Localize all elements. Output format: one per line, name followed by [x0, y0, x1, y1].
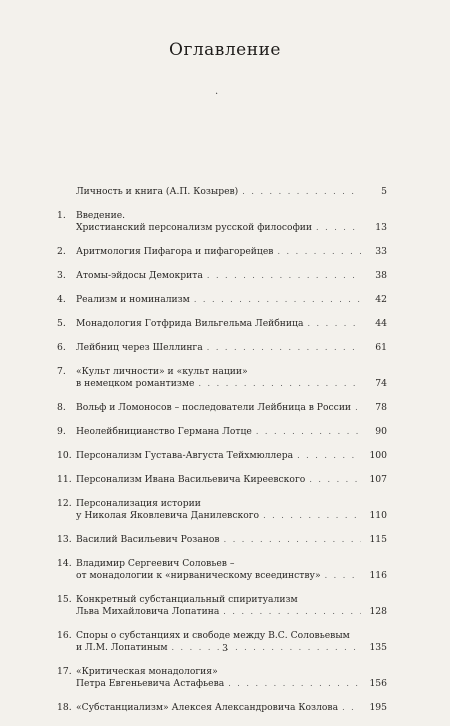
dot-leader — [207, 342, 361, 354]
dot-leader — [198, 378, 361, 390]
toc-entry-page: 42 — [375, 294, 387, 305]
toc-entry-body — [76, 702, 387, 714]
toc-entry — [57, 294, 387, 306]
toc-entry — [57, 666, 387, 690]
toc-entry-number: 4. — [57, 294, 66, 305]
toc-entry-title-line: Споры о субстанциях и свободе между В.С. Соловьевым — [76, 630, 350, 641]
toc-entry-title: Атомы-эйдосы Демокрита — [76, 270, 203, 281]
toc-entry-last-line — [76, 606, 387, 618]
toc-entry — [57, 186, 387, 198]
dot-leader — [355, 402, 361, 414]
toc-entry-title: «Субстанциализм» Алексея Александровича Козлова — [76, 702, 339, 713]
toc-entry-number: 6. — [57, 342, 66, 353]
toc-entry — [57, 402, 387, 414]
toc-entry-last-line — [76, 318, 387, 330]
toc-entry-last-line — [76, 570, 387, 582]
toc-entry — [57, 534, 387, 546]
dot-leader — [297, 450, 361, 462]
toc-entry-title: у Николая Яковлевича Данилевского — [76, 510, 260, 521]
toc-entry-number: 10. — [57, 450, 72, 461]
toc-entry-body — [76, 666, 387, 690]
dot-leader — [309, 474, 361, 486]
toc-entry-number: 8. — [57, 402, 66, 413]
toc-entry-title: Лейбниц через Шеллинга — [76, 342, 203, 353]
toc-entry-body — [76, 246, 387, 258]
toc-entry-last-line — [76, 186, 387, 198]
toc-entry-number: 5. — [57, 318, 66, 329]
toc-entry — [57, 366, 387, 390]
toc-entry-number: 11. — [57, 474, 72, 485]
toc-entry-title-line: Владимир Сергеевич Соловьев – — [76, 558, 235, 569]
toc-entry-title: Личность и книга (А.П. Козырев) — [76, 186, 239, 197]
toc-entry-last-line — [76, 534, 387, 546]
toc-entry-body — [76, 594, 387, 618]
toc-entry-page: 44 — [375, 318, 387, 329]
toc-entry-last-line — [76, 246, 387, 258]
toc-entry-last-line — [76, 426, 387, 438]
toc-entry-title: Персонализм Ивана Васильевича Киреевского — [76, 474, 306, 485]
toc-entry-last-line — [76, 270, 387, 282]
toc-entry-body — [76, 318, 387, 330]
toc-entry-body — [76, 270, 387, 282]
dot-leader — [263, 510, 361, 522]
toc-entry-last-line — [76, 294, 387, 306]
dot-leader — [342, 702, 361, 714]
toc-entry-page: 110 — [369, 510, 387, 521]
toc-entry-body — [76, 402, 387, 414]
toc-entry-title: Льва Михайловича Лопатина — [76, 606, 220, 617]
toc-entry-body — [76, 474, 387, 486]
toc-entry-title: Аритмология Пифагора и пифагорейцев — [76, 246, 274, 257]
toc-entry-title-line: Введение. — [76, 210, 126, 221]
toc-entry-page: 100 — [369, 450, 387, 461]
dot-leader — [194, 294, 361, 306]
toc-entry — [57, 318, 387, 330]
toc-entry-page: 107 — [369, 474, 387, 485]
toc-entry-body — [76, 450, 387, 462]
dot-leader — [224, 534, 361, 546]
toc-entry-body — [76, 498, 387, 522]
toc-entry-body — [76, 366, 387, 390]
toc-entry-body — [76, 294, 387, 306]
toc-entry-page: 156 — [369, 678, 387, 689]
toc-entry — [57, 474, 387, 486]
toc-entry — [57, 426, 387, 438]
toc-entry-number — [57, 186, 76, 198]
toc-entry-title: Неолейбницианство Германа Лотце — [76, 426, 252, 437]
toc-entry-last-line — [76, 342, 387, 354]
toc-entry-title: Реализм и номинализм — [76, 294, 190, 305]
dot-leader — [207, 270, 361, 282]
dot-leader — [307, 318, 361, 330]
toc-entry-number: 14. — [57, 558, 72, 569]
toc-entry-title-line: Конкретный субстанциальный спиритуализм — [76, 594, 298, 605]
toc-entry-title-line: «Культ личности» и «культ нации» — [76, 366, 248, 377]
toc-entry-page: 115 — [369, 534, 387, 545]
toc-entry-title: и Л.М. Лопатиным — [76, 642, 168, 653]
toc-entry-body — [76, 534, 387, 546]
ink-dot: . — [215, 86, 219, 97]
dot-leader — [325, 570, 361, 582]
toc-entry — [57, 246, 387, 258]
toc-entry-title-line: Персонализация истории — [76, 498, 201, 509]
dot-leader — [223, 606, 361, 618]
toc-entry — [57, 558, 387, 582]
dot-leader — [316, 222, 361, 234]
dot-leader — [228, 678, 361, 690]
page-title: Оглавление — [169, 40, 281, 60]
toc-entry-body — [76, 210, 387, 234]
toc-entry-page: 5 — [381, 186, 387, 197]
toc-entry-number: 1. — [57, 210, 66, 221]
toc-entry — [57, 342, 387, 354]
toc-entry-number: 18. — [57, 702, 72, 713]
toc-entry-last-line — [76, 510, 387, 522]
toc-entry — [57, 270, 387, 282]
toc-entry-title: в немецком романтизме — [76, 378, 195, 389]
toc-entry-body — [76, 186, 387, 198]
toc-entry-body — [76, 558, 387, 582]
toc-entry-number: 3. — [57, 270, 66, 281]
toc-entry-title: Петра Евгеньевича Астафьева — [76, 678, 225, 689]
toc-entry — [57, 498, 387, 522]
toc-entry-title-line: «Критическая монадология» — [76, 666, 218, 677]
dot-leader — [277, 246, 361, 258]
toc-entry-page: 13 — [375, 222, 387, 233]
toc-entry — [57, 450, 387, 462]
toc-entry-page: 135 — [369, 642, 387, 653]
toc-entry-number: 2. — [57, 246, 66, 257]
toc-entry — [57, 594, 387, 618]
toc-entry-last-line — [76, 378, 387, 390]
toc-entry — [57, 702, 387, 714]
toc-entry-title: от монадологии к «нирваническому всеединству» — [76, 570, 321, 581]
toc-entry-page: 38 — [375, 270, 387, 281]
toc-entry-last-line — [76, 702, 387, 714]
toc-entry-page: 116 — [369, 570, 387, 581]
toc-entry-number: 16. — [57, 630, 72, 641]
toc-entry-number: 7. — [57, 366, 66, 377]
toc-entry-title: Монадология Готфрида Вильгельма Лейбница — [76, 318, 304, 329]
dot-leader — [242, 186, 361, 198]
toc-entry-body — [76, 342, 387, 354]
toc-entry-number: 17. — [57, 666, 72, 677]
page-number: 3 — [222, 644, 228, 654]
toc-entry-page: 61 — [375, 342, 387, 353]
toc-entry-title: Василий Васильевич Розанов — [76, 534, 220, 545]
toc-entry-last-line — [76, 402, 387, 414]
toc-entry-page: 195 — [369, 702, 387, 713]
toc-entry-page: 78 — [375, 402, 387, 413]
toc-entry-number: 12. — [57, 498, 72, 509]
toc-entry-number: 13. — [57, 534, 72, 545]
toc-entry-last-line — [76, 222, 387, 234]
toc-entry-last-line — [76, 678, 387, 690]
toc-entry-page: 74 — [375, 378, 387, 389]
toc-entry-number: 9. — [57, 426, 66, 437]
toc-entry-page: 33 — [375, 246, 387, 257]
toc-entry-last-line — [76, 450, 387, 462]
dot-leader — [256, 426, 361, 438]
toc-entry-title: Персонализм Густава-Августа Тейхмюллера — [76, 450, 294, 461]
toc-entry-body — [76, 426, 387, 438]
toc-entry-last-line — [76, 474, 387, 486]
toc-entry-title: Христианский персонализм русской философии — [76, 222, 313, 233]
toc-entry-page: 128 — [369, 606, 387, 617]
toc-entry-number: 15. — [57, 594, 72, 605]
toc-entry — [57, 210, 387, 234]
toc-entry-page: 90 — [375, 426, 387, 437]
toc-entry-title: Вольф и Ломоносов – последователи Лейбница в России — [76, 402, 352, 413]
